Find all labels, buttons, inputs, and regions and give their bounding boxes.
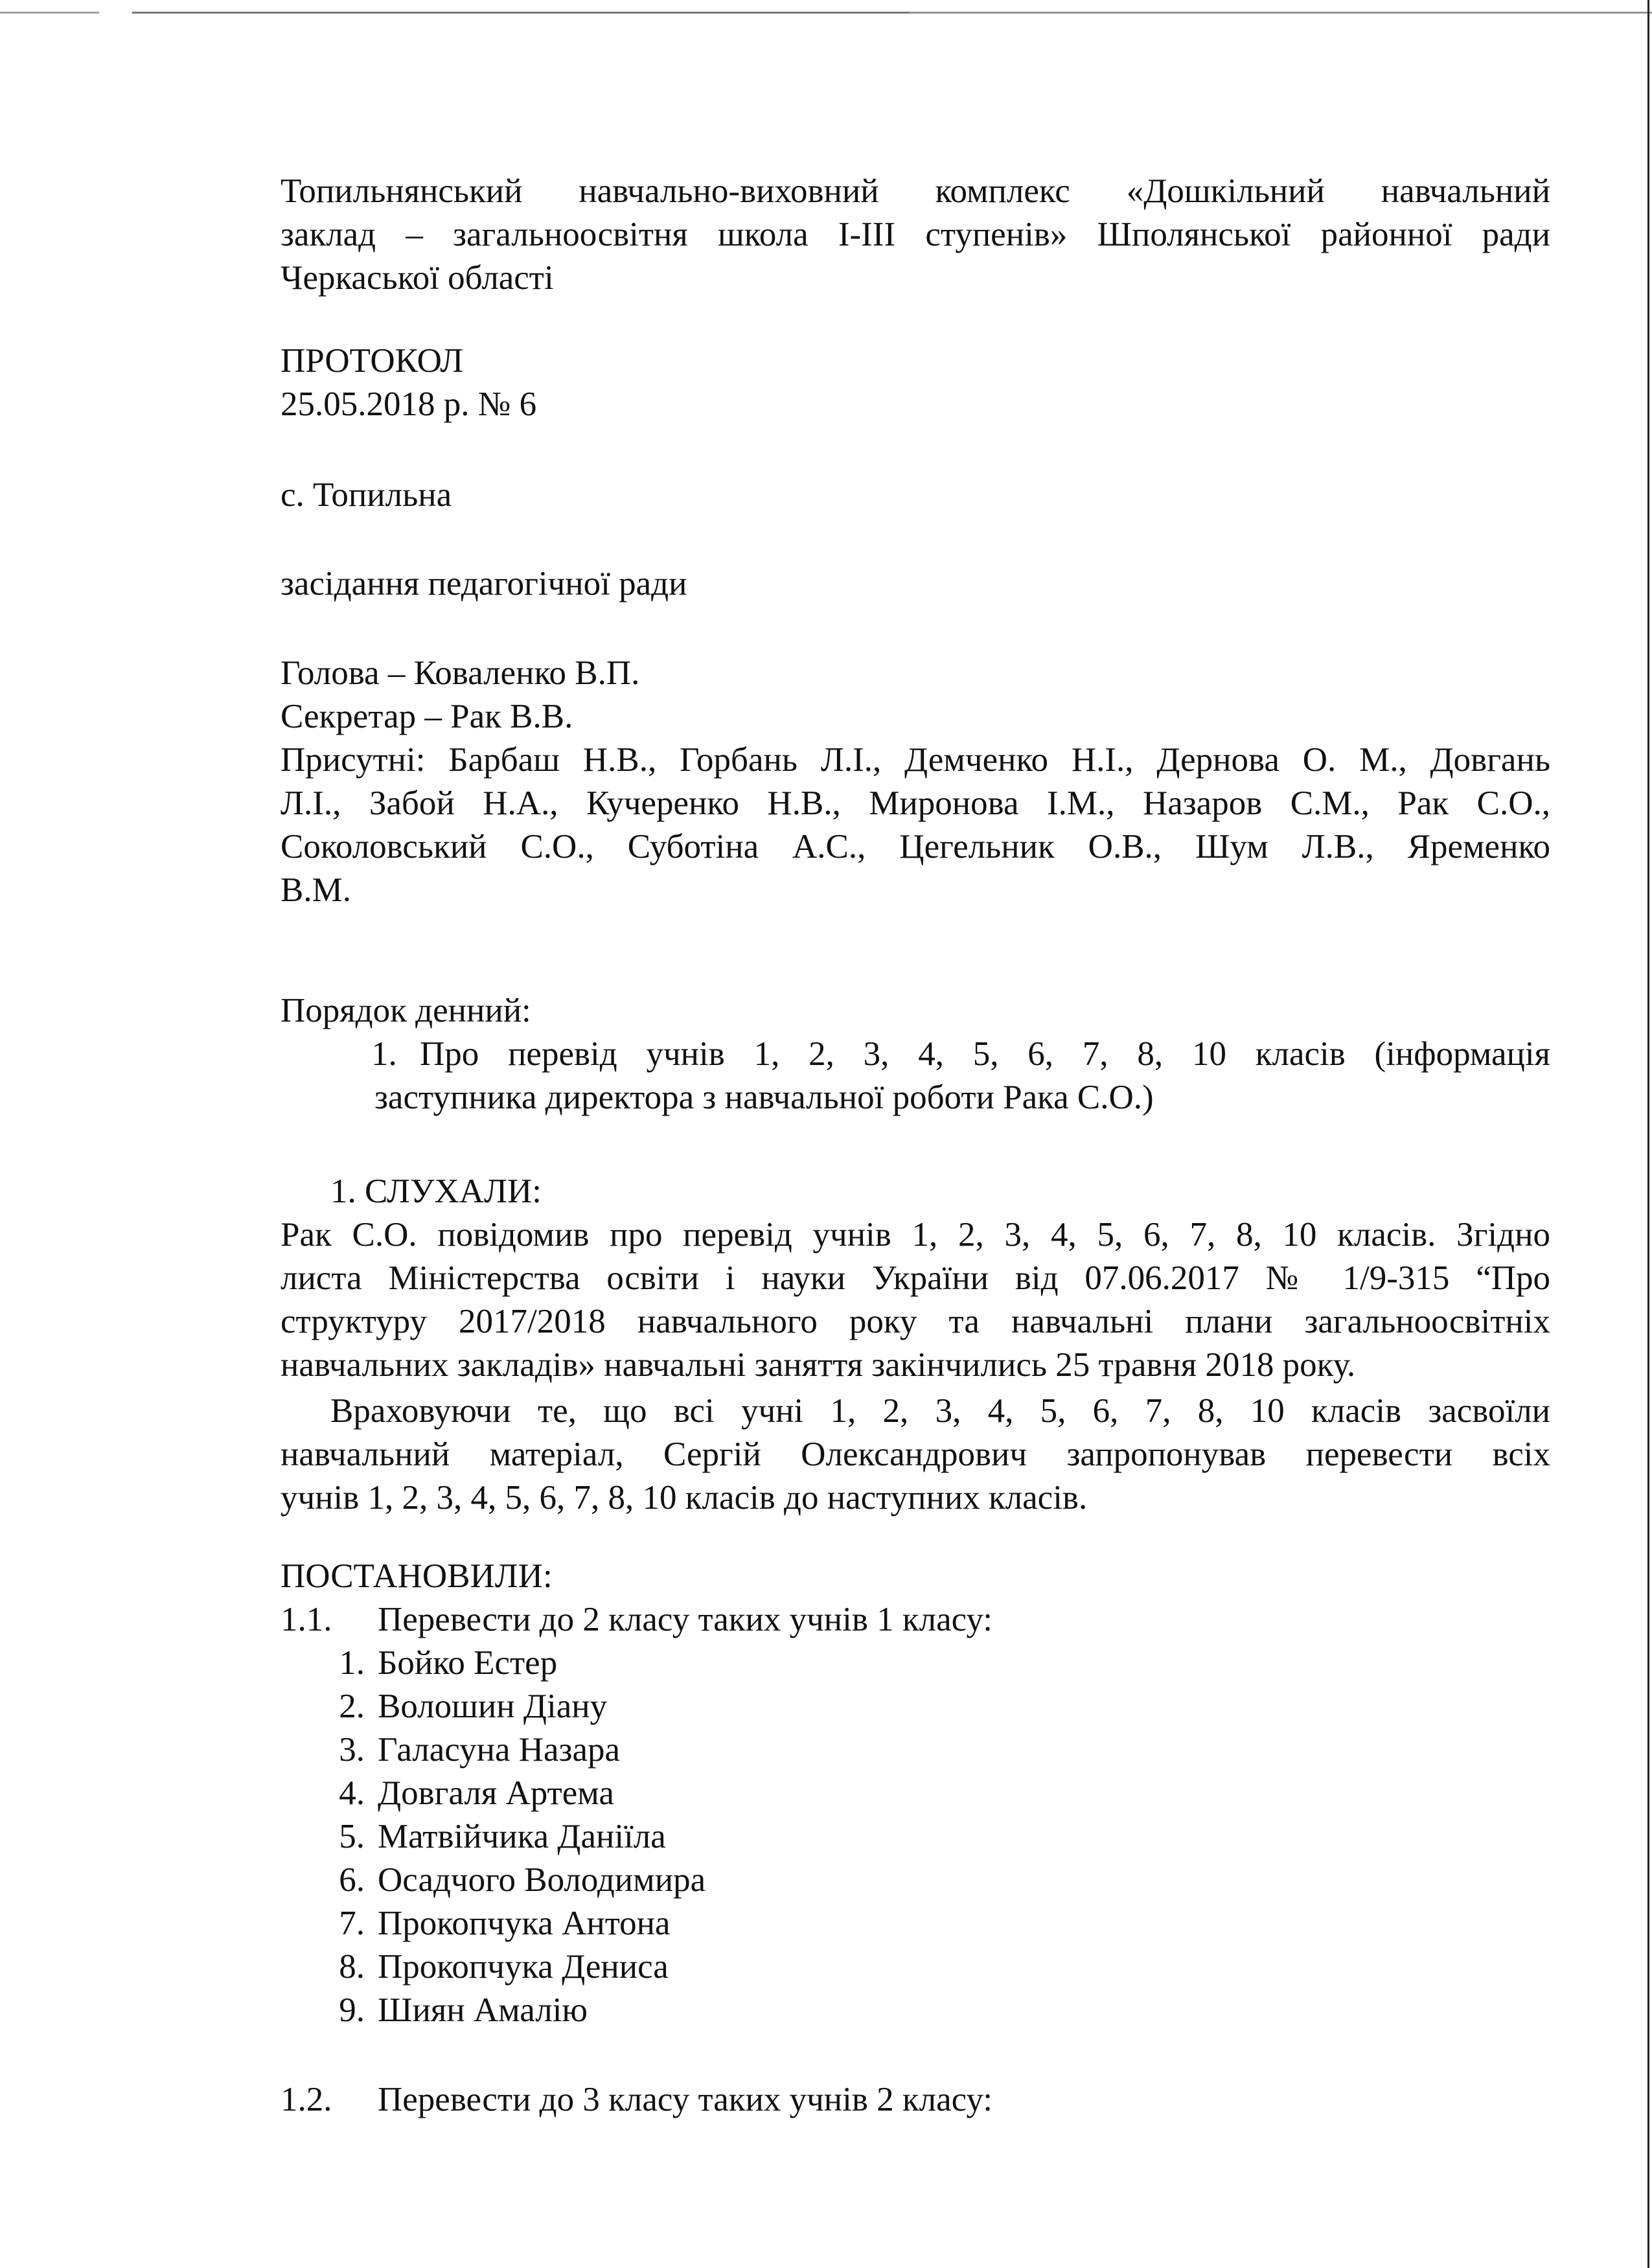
student-name: Галасуна Назара bbox=[378, 1731, 621, 1769]
chair-line: Голова – Коваленко В.П. bbox=[281, 654, 640, 692]
present-line-2: Л.І., Забой Н.А., Кучеренко Н.В., Миронова І.М., Назаров С.М., Рак С.О., bbox=[281, 785, 1550, 822]
heard-line-4: навчальних закладів» навчальні заняття закінчились 25 травня 2018 року. bbox=[281, 1346, 1356, 1384]
list-item bbox=[330, 1859, 1237, 1902]
resolved-title: ПОСТАНОВИЛИ: bbox=[281, 1557, 553, 1595]
institution-header bbox=[281, 170, 1550, 300]
list-item bbox=[330, 1902, 1237, 1945]
heard-line-2: листа Міністерства освіти і науки України від 07.06.2017 № 1/9-315 “Про bbox=[281, 1259, 1550, 1297]
agenda-item-line-2: заступника директора з навчальної роботи Рака С.О.) bbox=[374, 1079, 1154, 1116]
student-name: Осадчого Володимира bbox=[378, 1861, 706, 1899]
protocol-meeting: засідання педагогічної ради bbox=[281, 565, 687, 602]
student-name: Довгаля Артема bbox=[378, 1774, 614, 1812]
institution-line-2: заклад – загальноосвітня школа І-ІІІ ступенів» Шполянської районної ради bbox=[281, 216, 1550, 253]
scan-edge-top bbox=[0, 12, 1652, 14]
list-item bbox=[330, 1815, 1237, 1859]
list-item-number: 9. bbox=[339, 1991, 365, 2029]
student-name: Волошин Діану bbox=[378, 1688, 608, 1725]
list-item bbox=[330, 1642, 1237, 1685]
resolution-1-1 bbox=[281, 1598, 992, 1642]
protocol-title: ПРОТОКОЛ bbox=[281, 342, 464, 380]
present-line-1: Присутні: Барбаш Н.В., Горбань Л.І., Демченко Н.І., Дернова О. М., Довгань bbox=[281, 741, 1550, 779]
heard-para2-line-3: учнів 1, 2, 3, 4, 5, 6, 7, 8, 10 класів до наступних класів. bbox=[281, 1479, 1088, 1517]
agenda-title-block bbox=[281, 989, 1550, 1033]
heard-block bbox=[281, 1170, 1550, 1520]
list-item-number: 7. bbox=[339, 1905, 365, 1942]
heard-line-3: структуру 2017/2018 навчального року та навчальні плани загальноосвітніх bbox=[281, 1303, 1550, 1340]
resolution-text: Перевести до 2 класу таких учнів 1 класу: bbox=[378, 1601, 992, 1638]
resolution-text: Перевести до 3 класу таких учнів 2 класу: bbox=[378, 2081, 992, 2118]
student-name: Матвійчика Даніїла bbox=[378, 1818, 666, 1855]
institution-line-3: Черкаської області bbox=[281, 259, 554, 297]
agenda-item-line-1: Про перевід учнів 1, 2, 3, 4, 5, 6, 7, 8, 10 класів (інформація bbox=[420, 1035, 1550, 1073]
list-item-number: 6. bbox=[339, 1861, 365, 1899]
heard-line-1: Рак С.О. повідомив про перевід учнів 1, 2, 3, 4, 5, 6, 7, 8, 10 класів. Згідно bbox=[281, 1216, 1550, 1254]
list-item bbox=[330, 1685, 1237, 1728]
list-item-number: 2. bbox=[339, 1688, 365, 1725]
list-item bbox=[330, 1728, 1237, 1772]
agenda-item bbox=[371, 1033, 1550, 1119]
heard-para2-line-1: Враховуючи те, що всі учні 1, 2, 3, 4, 5, 6, 7, 8, 10 класів засвоїли bbox=[330, 1392, 1550, 1430]
institution-line-1: Топильнянський навчально-виховний комплекс «Дошкільний навчальний bbox=[281, 172, 1550, 210]
protocol-block bbox=[281, 339, 1550, 426]
resolution-1-2 bbox=[281, 2078, 992, 2122]
present-line-3: Соколовський С.О., Суботіна А.С., Цегельник О.В., Шум Л.В., Яременко bbox=[281, 828, 1550, 865]
agenda-item-number: 1. bbox=[371, 1035, 397, 1073]
scan-edge-right bbox=[1647, 0, 1649, 2268]
student-name: Прокопчука Антона bbox=[378, 1905, 671, 1942]
list-item-number: 1. bbox=[339, 1644, 365, 1682]
list-item bbox=[330, 1989, 1237, 2032]
list-item-number: 4. bbox=[339, 1774, 365, 1812]
heard-para2-line-2: навчальний матеріал, Сергій Олександрович запропонував перевести всіх bbox=[281, 1436, 1550, 1473]
student-list-1 bbox=[330, 1642, 1237, 2032]
student-name: Прокопчука Дениса bbox=[378, 1948, 669, 1986]
meeting-block bbox=[281, 562, 1550, 606]
student-name: Шиян Амалію bbox=[378, 1991, 588, 2029]
present-line-4: В.М. bbox=[281, 871, 351, 909]
resolved-title-block bbox=[281, 1555, 1550, 1598]
participants-block bbox=[281, 652, 1550, 912]
protocol-date-number: 25.05.2018 р. № 6 bbox=[281, 385, 537, 423]
list-item bbox=[330, 1772, 1237, 1815]
heard-title: 1. СЛУХАЛИ: bbox=[330, 1173, 542, 1210]
list-item-number: 8. bbox=[339, 1948, 365, 1986]
protocol-place: с. Топильна bbox=[281, 476, 452, 514]
list-item-number: 3. bbox=[339, 1731, 365, 1769]
place-block bbox=[281, 474, 1550, 517]
student-name: Бойко Естер bbox=[378, 1644, 558, 1682]
agenda-title: Порядок денний: bbox=[281, 992, 531, 1029]
list-item-number: 5. bbox=[339, 1818, 365, 1855]
resolution-number: 1.1. bbox=[281, 1601, 332, 1638]
list-item bbox=[330, 1945, 1237, 1989]
secretary-line: Секретар – Рак В.В. bbox=[281, 698, 573, 735]
resolution-number: 1.2. bbox=[281, 2081, 332, 2118]
